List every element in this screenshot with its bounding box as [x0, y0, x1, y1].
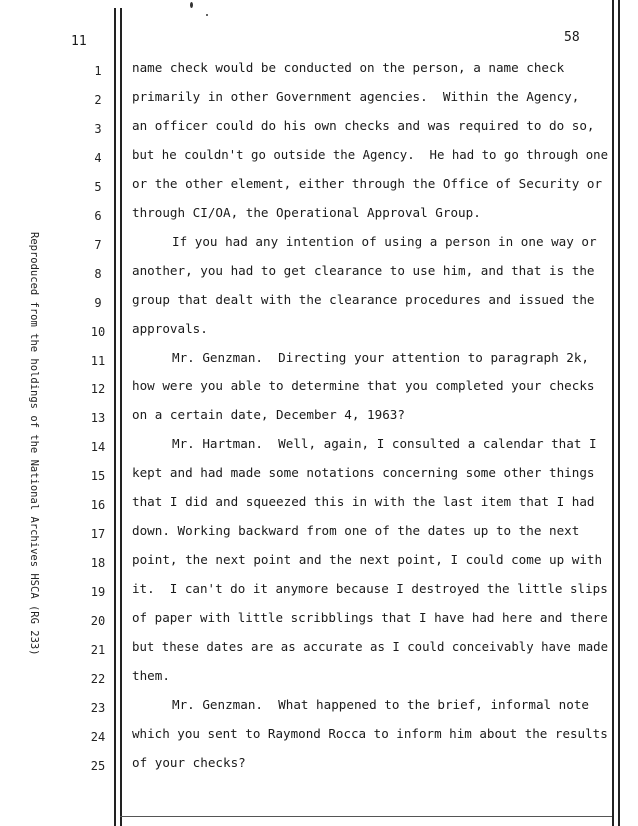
line-number: 8	[94, 266, 102, 281]
transcript-line: primarily in other Government agencies. Within the Agency,	[132, 88, 580, 104]
transcript-line: which you sent to Raymond Rocca to inform him about the results	[132, 725, 608, 741]
line-number: 4	[94, 150, 102, 165]
line-number: 11	[90, 353, 106, 368]
transcript-line: If you had any intention of using a person in one way or	[172, 233, 597, 249]
transcript-line: or the other element, either through the Office of Security or	[132, 175, 603, 191]
transcript-line: but these dates are as accurate as I could conceivably have made	[132, 639, 609, 654]
left-margin-rule-inner	[120, 8, 122, 826]
line-number: 5	[94, 179, 102, 194]
line-number: 16	[90, 498, 106, 513]
line-number: 9	[94, 295, 102, 310]
bottom-rule	[120, 816, 612, 817]
transcript-line: through CI/OA, the Operational Approval Group.	[132, 204, 481, 220]
line-number: 17	[90, 527, 106, 542]
transcript-line: that I did and squeezed this in with the last item that I had	[132, 494, 595, 510]
line-number: 7	[94, 237, 102, 252]
line-number: 25	[90, 758, 106, 773]
line-number: 12	[90, 382, 106, 397]
transcript-line: of paper with little scribblings that I have had here and there	[132, 610, 608, 626]
transcript-line: down. Working backward from one of the dates up to the next	[132, 523, 580, 539]
transcript-line: it. I can't do it anymore because I destroyed the little slips	[132, 581, 608, 597]
line-number: 10	[90, 324, 106, 339]
line-number: 14	[90, 440, 106, 455]
transcript-line: Mr. Hartman. Well, again, I consulted a calendar that I	[172, 436, 597, 452]
transcript-line: point, the next point and the next point, I could come up with	[132, 552, 603, 568]
scan-speck	[190, 2, 193, 8]
line-number: 13	[90, 411, 106, 426]
transcript-line: kept and had made some notations concerning some other things	[132, 465, 595, 481]
transcript-line: another, you had to get clearance to use him, and that is the	[132, 262, 595, 278]
left-margin-rule-outer	[114, 8, 116, 826]
transcript-line: an officer could do his own checks and was required to do so,	[132, 117, 595, 133]
transcript-line: approvals.	[132, 320, 208, 336]
transcript-line: on a certain date, December 4, 1963?	[132, 407, 405, 423]
page-number: 58	[564, 30, 580, 45]
right-margin-rule-inner	[612, 0, 614, 826]
line-number: 2	[94, 92, 102, 107]
right-margin-rule-outer	[618, 0, 620, 826]
transcript-line: Mr. Genzman. What happened to the brief, informal note	[172, 696, 590, 712]
transcript-line: group that dealt with the clearance procedures and issued the	[132, 291, 595, 307]
line-number: 21	[90, 643, 106, 657]
transcript-line: them.	[132, 667, 170, 683]
sheet-number: 11	[71, 34, 87, 49]
scan-speck	[206, 14, 208, 16]
line-number: 18	[90, 556, 106, 571]
line-number: 1	[94, 64, 102, 78]
line-number: 3	[94, 121, 102, 136]
line-number: 23	[90, 700, 106, 715]
line-number: 20	[90, 614, 106, 629]
archive-source-note: Reproduced from the holdings of the National Archives HSCA (RG 233)	[28, 232, 40, 656]
transcript-line: of your checks?	[132, 754, 246, 770]
line-number: 6	[94, 208, 102, 223]
transcript-line: but he couldn't go outside the Agency. He had to go through one	[132, 146, 609, 162]
line-number: 15	[90, 469, 106, 484]
transcript-line: how were you able to determine that you completed your checks	[132, 378, 595, 394]
line-number: 19	[90, 585, 106, 600]
transcript-line: Mr. Genzman. Directing your attention to paragraph 2k,	[172, 349, 590, 365]
transcript-line: name check would be conducted on the person, a name check	[132, 60, 565, 75]
line-number: 22	[90, 671, 106, 686]
line-number: 24	[90, 729, 106, 744]
